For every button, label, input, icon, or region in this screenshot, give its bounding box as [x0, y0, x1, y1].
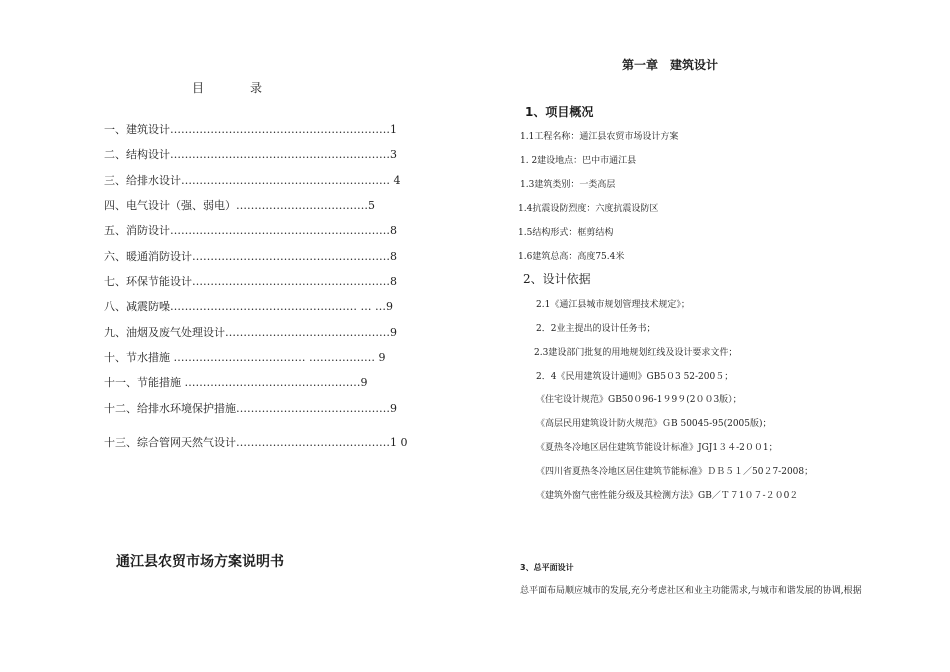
- toc-item: 九、油烟及废气处理设计………………………………………9: [104, 326, 397, 339]
- basis-line: 2.1《通江县城市规划管理技术规定》；: [536, 300, 690, 310]
- toc-title: [192, 82, 262, 94]
- toc-item: 一、建筑设计……………………………………………………1: [104, 123, 397, 136]
- toc-title-char-1: 目: [192, 81, 205, 95]
- basis-line: 2.3建设部门批复的用地规划红线及设计要求文件；: [534, 348, 738, 358]
- toc-item: 十一、节能措施 …………………………………………9: [104, 376, 368, 389]
- overview-line: 1.5结构形式：框剪结构: [518, 228, 614, 238]
- basis-line: 2．4《民用建筑设计通则》GB5０3 52-200５；: [536, 372, 734, 382]
- overview-line: 1.4抗震设防烈度：六度抗震设防区: [518, 204, 659, 214]
- basis-line: 《建筑外窗气密性能分级及其检测方法》GB／Ｔ７1０７-２０0２: [536, 491, 799, 501]
- section-heading-site-plan: 3、总平面设计: [520, 563, 574, 572]
- toc-item: 七、环保节能设计………………………………………………8: [104, 275, 397, 288]
- toc-item: 五、消防设计……………………………………………………8: [104, 224, 397, 237]
- toc-item: 三、给排水设计………………………………………………… 4: [104, 174, 401, 187]
- toc-item: 十三、综合管网天然气设计……………………………………1 0: [104, 436, 408, 449]
- basis-line: 《住宅设计规范》GB50０96-1９9９(2００3版）；: [536, 395, 742, 405]
- toc-item: 十二、给排水环境保护措施……………………………………9: [104, 402, 397, 415]
- toc-item: 六、暖通消防设计………………………………………………8: [104, 250, 397, 263]
- overview-line: 1.6建筑总高：高度75.4米: [518, 252, 625, 262]
- basis-line: 2．2业主提出的设计任务书；: [536, 324, 656, 334]
- chapter-name: 建筑设计: [670, 58, 719, 72]
- section-heading-overview: 1、项目概况: [525, 105, 594, 119]
- section-heading-basis: 2、设计依据: [523, 272, 591, 286]
- overview-line: 1. 2建设地点：巴中市通江县: [520, 156, 637, 166]
- toc-item: 四、电气设计（强、弱电）………………………………5: [104, 199, 375, 212]
- toc-item: 二、结构设计……………………………………………………3: [104, 148, 397, 161]
- overview-line: 1.1工程名称：通江县农贸市场设计方案: [520, 132, 679, 142]
- toc-item: 十、节水措施 ……………………………… ……………… 9: [104, 351, 386, 364]
- document-title: 通江县农贸市场方案说明书: [116, 554, 284, 570]
- chapter-number: 第一章: [622, 58, 659, 72]
- basis-line: 《四川省夏热冬冷地区居住建筑节能标准》ＤＢ５１／50２7-2008；: [536, 467, 814, 477]
- toc-title-char-2: 录: [250, 81, 263, 95]
- toc-item: 八、减震防噪…………………………………………… … …9: [104, 300, 393, 313]
- basis-line: 《夏热冬冷地区居住建筑节能设计标准》JGJ1３４-2００1；: [536, 443, 778, 453]
- basis-line: 《高层民用建筑设计防火规范》ＧB 50045-95(2005版)；: [536, 419, 772, 429]
- site-plan-text: 总平面布局顺应城市的发展,充分考虑社区和业主功能需求,与城市和谐发展的协调,根据: [520, 586, 862, 596]
- chapter-heading: [622, 59, 718, 71]
- overview-line: 1.3建筑类别：一类高层: [520, 180, 616, 190]
